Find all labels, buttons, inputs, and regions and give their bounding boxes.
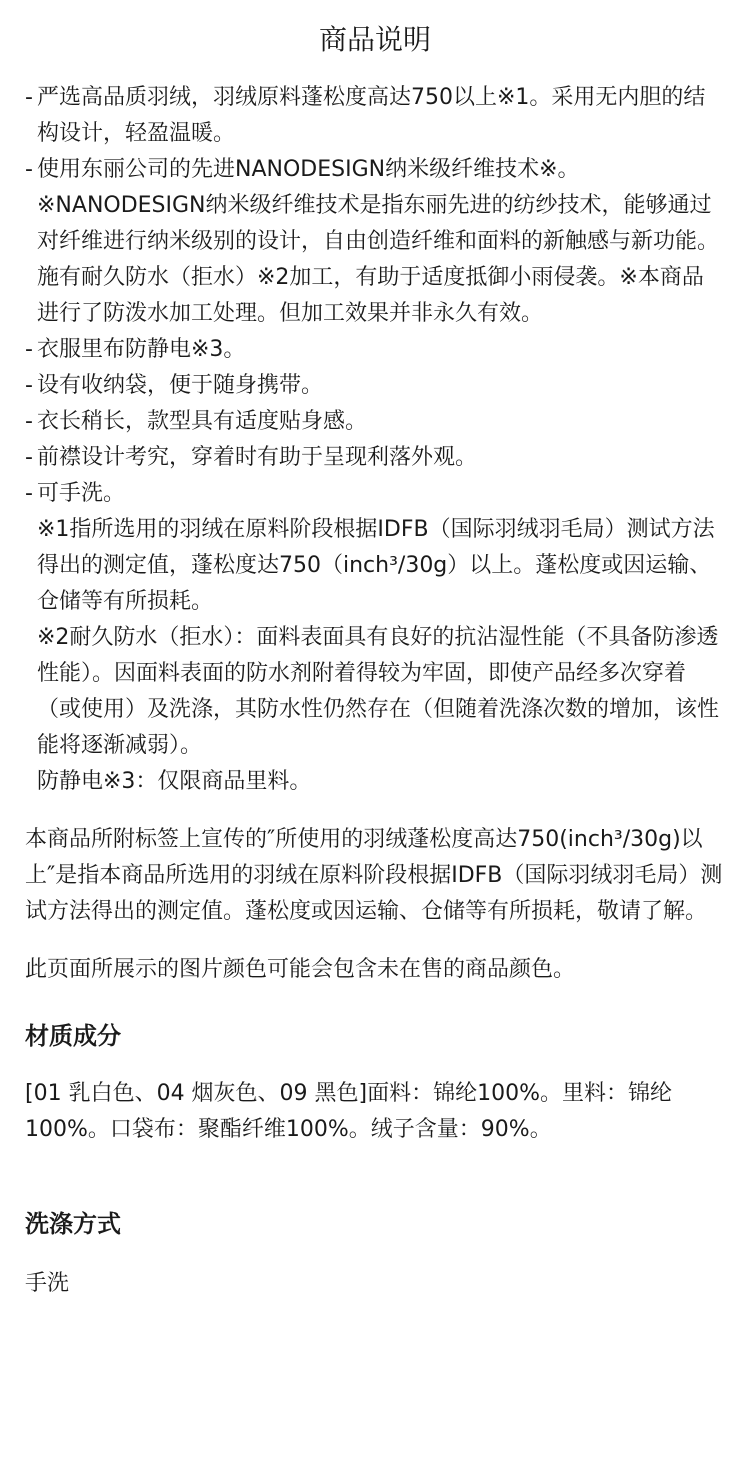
washing-heading: 洗涤方式 [25,1210,121,1238]
description-item: - 前襟设计考究，穿着时有助于呈现利落外观。 [25,440,725,476]
description-item: - 使用东丽公司的先进NANODESIGN纳米级纤维技术※。※NANODESIGN纳米级纤维技术是指东丽先进的纺纱技术，能够通过对纤维进行纳米级别的设计，自由创造纤维和面料的新触感与新功能。施有耐久防水（拒水）※2加工，有助于适度抵御小雨侵袭。※本商品进行了防泼水加工处理。但加工效果并非永久有效。 [25,152,725,332]
description-item: - 可手洗。 [25,476,725,512]
color-note: 此页面所展示的图片颜色可能会包含未在售的商品颜色。 [25,957,576,982]
page-title: 商品说明 [318,23,431,56]
description-list [25,80,725,800]
description-item: ※2耐久防水（拒水）：面料表面具有良好的抗沾湿性能（不具备防渗透性能）。因面料表面的防水剂附着得较为牢固，即使产品经多次穿着（或使用）及洗涤，其防水性仍然存在（但随着洗涤次数的增加，该性能将逐渐减弱）。 [37,625,720,758]
description-item: - 衣服里布防静电※3。 [25,332,725,368]
washing-text: 手洗 [25,1271,70,1296]
material-text: [01 乳白色、04 烟灰色、09 黑色]面料：锦纶100%。里料：锦纶100%。口袋布：聚酯纤维100%。绒子含量：90%。 [25,1081,673,1142]
description-item: - 设有收纳袋，便于随身携带。 [25,368,725,404]
description-item: - 严选高品质羽绒，羽绒原料蓬松度高达750以上※1。采用无内胆的结构设计，轻盈温暖。 [25,80,725,152]
description-item: ※1指所选用的羽绒在原料阶段根据IDFB（国际羽绒羽毛局）测试方法得出的测定值，蓬松度达750（inch³/30g）以上。蓬松度或因运输、仓储等有所损耗。 [37,517,715,614]
description-item: 防静电※3：仅限商品里料。 [37,769,312,794]
label-note: 本商品所附标签上宣传的″所使用的羽绒蓬松度高达750(inch³/30g)以上″是指本商品所选用的羽绒在原料阶段根据IDFB（国际羽绒羽毛局）测试方法得出的测定值。蓬松度或因运输、仓储等有所损耗，敬请了解。 [25,827,723,924]
description-item: - 衣长稍长，款型具有适度贴身感。 [25,404,725,440]
material-heading: 材质成分 [25,1022,121,1050]
